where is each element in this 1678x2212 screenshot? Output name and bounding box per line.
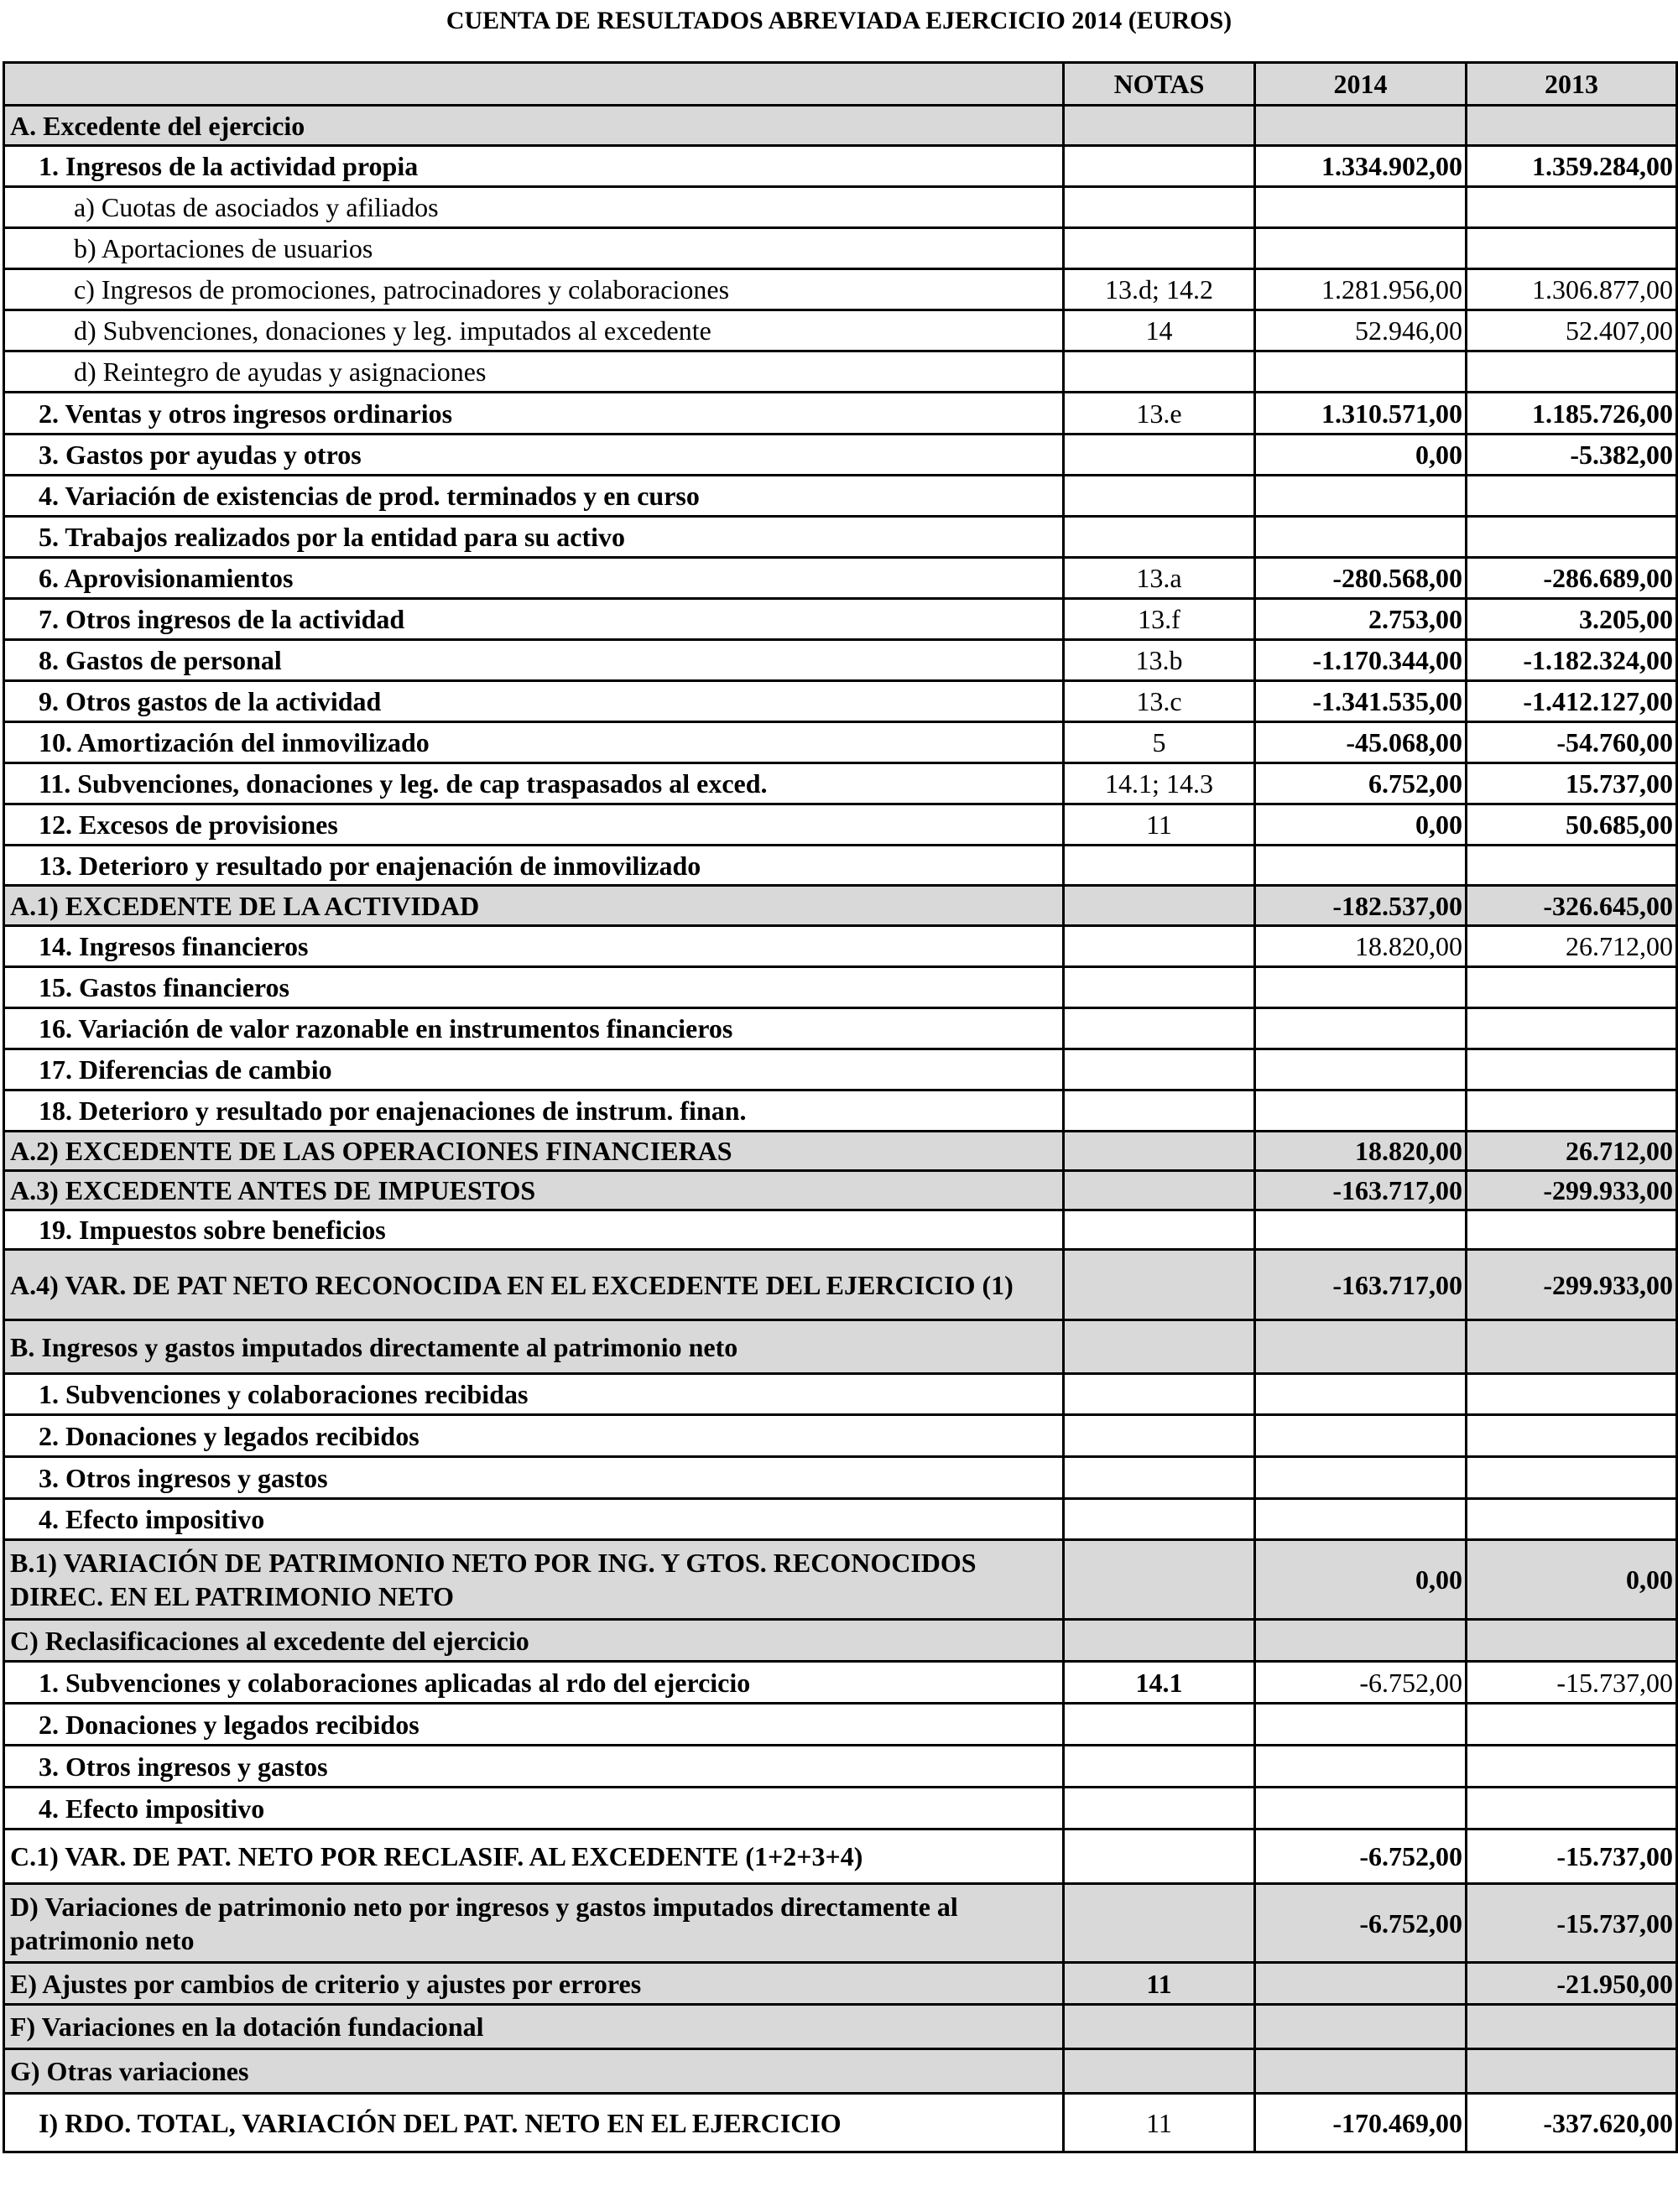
header-2013: 2013 — [1467, 63, 1677, 106]
row-label: A.4) VAR. DE PAT NETO RECONOCIDA EN EL EXCEDENTE DEL EJERCICIO (1) — [4, 1250, 1064, 1320]
table-row — [4, 967, 1677, 1008]
row-value-2013: -5.382,00 — [1467, 435, 1677, 476]
row-label: 8. Gastos de personal — [4, 640, 1064, 681]
row-note: 14 — [1064, 310, 1255, 351]
row-value-2013 — [1467, 517, 1677, 558]
row-label: 3. Gastos por ayudas y otros — [4, 435, 1064, 476]
row-value-2014 — [1255, 1049, 1467, 1090]
row-value-2013: -21.950,00 — [1467, 1963, 1677, 2005]
table-row — [4, 351, 1677, 393]
row-note — [1064, 1320, 1255, 1374]
row-value-2013: -1.182.324,00 — [1467, 640, 1677, 681]
row-note — [1064, 1374, 1255, 1415]
row-value-2014: 18.820,00 — [1255, 1132, 1467, 1171]
row-value-2013: 50.685,00 — [1467, 804, 1677, 846]
row-note — [1064, 435, 1255, 476]
table-row — [4, 1090, 1677, 1132]
row-label: A.3) EXCEDENTE ANTES DE IMPUESTOS — [4, 1171, 1064, 1210]
row-value-2013 — [1467, 1090, 1677, 1132]
table-row — [4, 2049, 1677, 2094]
row-note: 14.1 — [1064, 1662, 1255, 1704]
table-row — [4, 763, 1677, 804]
table-row — [4, 926, 1677, 967]
table-row — [4, 1829, 1677, 1884]
row-label: d) Reintegro de ayudas y asignaciones — [4, 351, 1064, 393]
row-note — [1064, 1884, 1255, 1963]
row-value-2013 — [1467, 846, 1677, 886]
row-note — [1064, 1049, 1255, 1090]
row-label: 1. Ingresos de la actividad propia — [4, 146, 1064, 187]
row-label: B. Ingresos y gastos imputados directamente al patrimonio neto — [4, 1320, 1064, 1374]
row-note — [1064, 967, 1255, 1008]
row-value-2013 — [1467, 106, 1677, 146]
row-value-2014: 52.946,00 — [1255, 310, 1467, 351]
table-row — [4, 1049, 1677, 1090]
row-label: 10. Amortización del inmovilizado — [4, 722, 1064, 763]
row-note: 11 — [1064, 804, 1255, 846]
row-label: 7. Otros ingresos de la actividad — [4, 599, 1064, 640]
row-value-2014: -6.752,00 — [1255, 1662, 1467, 1704]
table-row — [4, 2094, 1677, 2152]
row-label: 19. Impuestos sobre beneficios — [4, 1210, 1064, 1250]
row-value-2013 — [1467, 967, 1677, 1008]
row-value-2013: -15.737,00 — [1467, 1662, 1677, 1704]
row-value-2014 — [1255, 228, 1467, 269]
row-value-2013: -15.737,00 — [1467, 1829, 1677, 1884]
row-value-2013: 3.205,00 — [1467, 599, 1677, 640]
row-value-2014 — [1255, 1963, 1467, 2005]
header-blank — [4, 63, 1064, 106]
table-row — [4, 1250, 1677, 1320]
row-value-2013 — [1467, 476, 1677, 517]
row-value-2013: -286.689,00 — [1467, 558, 1677, 599]
table-row — [4, 1788, 1677, 1829]
row-value-2014 — [1255, 1090, 1467, 1132]
row-note: 13.b — [1064, 640, 1255, 681]
row-value-2014: -163.717,00 — [1255, 1250, 1467, 1320]
row-note — [1064, 1788, 1255, 1829]
table-row — [4, 1662, 1677, 1704]
row-value-2014 — [1255, 1499, 1467, 1540]
row-value-2013 — [1467, 228, 1677, 269]
row-note — [1064, 1540, 1255, 1620]
row-value-2014 — [1255, 106, 1467, 146]
row-value-2014 — [1255, 2005, 1467, 2049]
row-value-2013: -299.933,00 — [1467, 1171, 1677, 1210]
row-label: d) Subvenciones, donaciones y leg. imputados al excedente — [4, 310, 1064, 351]
row-value-2013 — [1467, 187, 1677, 228]
row-value-2014: -280.568,00 — [1255, 558, 1467, 599]
row-value-2014: 0,00 — [1255, 1540, 1467, 1620]
row-value-2014 — [1255, 1457, 1467, 1499]
row-value-2013 — [1467, 1620, 1677, 1662]
row-value-2014: 6.752,00 — [1255, 763, 1467, 804]
row-note — [1064, 146, 1255, 187]
row-note: 14.1; 14.3 — [1064, 763, 1255, 804]
row-value-2014 — [1255, 187, 1467, 228]
row-value-2013: -1.412.127,00 — [1467, 681, 1677, 722]
table-row — [4, 1008, 1677, 1049]
row-label: E) Ajustes por cambios de criterio y ajustes por errores — [4, 1963, 1064, 2005]
row-note — [1064, 1415, 1255, 1457]
row-label: b) Aportaciones de usuarios — [4, 228, 1064, 269]
row-value-2014: 18.820,00 — [1255, 926, 1467, 967]
row-value-2013: -54.760,00 — [1467, 722, 1677, 763]
row-value-2014 — [1255, 1788, 1467, 1829]
row-note: 13.e — [1064, 393, 1255, 435]
row-label: G) Otras variaciones — [4, 2049, 1064, 2094]
row-label: 16. Variación de valor razonable en instrumentos financieros — [4, 1008, 1064, 1049]
table-row — [4, 1374, 1677, 1415]
row-value-2013 — [1467, 1499, 1677, 1540]
row-value-2014 — [1255, 1374, 1467, 1415]
row-value-2014 — [1255, 2049, 1467, 2094]
table-row — [4, 1704, 1677, 1746]
row-label: 2. Ventas y otros ingresos ordinarios — [4, 393, 1064, 435]
row-value-2013 — [1467, 1008, 1677, 1049]
row-value-2013 — [1467, 1374, 1677, 1415]
row-note — [1064, 1250, 1255, 1320]
table-row — [4, 599, 1677, 640]
row-note — [1064, 2005, 1255, 2049]
row-note — [1064, 846, 1255, 886]
table-row — [4, 1415, 1677, 1457]
row-value-2014: 1.310.571,00 — [1255, 393, 1467, 435]
row-label: A. Excedente del ejercicio — [4, 106, 1064, 146]
header-2014: 2014 — [1255, 63, 1467, 106]
row-value-2014 — [1255, 1415, 1467, 1457]
row-value-2014: -1.170.344,00 — [1255, 640, 1467, 681]
row-value-2013: -299.933,00 — [1467, 1250, 1677, 1320]
row-note — [1064, 187, 1255, 228]
row-label: D) Variaciones de patrimonio neto por ingresos y gastos imputados directamente al patrimonio neto — [4, 1884, 1064, 1963]
table-row — [4, 1620, 1677, 1662]
row-value-2013 — [1467, 1704, 1677, 1746]
row-value-2014 — [1255, 846, 1467, 886]
row-label: 18. Deterioro y resultado por enajenaciones de instrum. finan. — [4, 1090, 1064, 1132]
table-row — [4, 640, 1677, 681]
row-value-2013: 15.737,00 — [1467, 763, 1677, 804]
row-value-2013: 1.306.877,00 — [1467, 269, 1677, 310]
row-note: 13.c — [1064, 681, 1255, 722]
row-label: 9. Otros gastos de la actividad — [4, 681, 1064, 722]
row-value-2013 — [1467, 1415, 1677, 1457]
row-label: 3. Otros ingresos y gastos — [4, 1457, 1064, 1499]
table-row — [4, 1746, 1677, 1788]
table-row — [4, 1499, 1677, 1540]
row-note: 13.d; 14.2 — [1064, 269, 1255, 310]
row-value-2014 — [1255, 967, 1467, 1008]
table-row — [4, 1963, 1677, 2005]
table-row — [4, 1171, 1677, 1210]
row-value-2014: 1.281.956,00 — [1255, 269, 1467, 310]
row-note: 5 — [1064, 722, 1255, 763]
row-note — [1064, 1829, 1255, 1884]
row-label: A.2) EXCEDENTE DE LAS OPERACIONES FINANCIERAS — [4, 1132, 1064, 1171]
row-label: B.1) VARIACIÓN DE PATRIMONIO NETO POR ING. Y GTOS. RECONOCIDOS DIREC. EN EL PATRIMONIO NETO — [4, 1540, 1064, 1620]
row-value-2013: -326.645,00 — [1467, 886, 1677, 926]
row-value-2014: -6.752,00 — [1255, 1884, 1467, 1963]
row-value-2014 — [1255, 1210, 1467, 1250]
row-label: 5. Trabajos realizados por la entidad para su activo — [4, 517, 1064, 558]
row-label: A.1) EXCEDENTE DE LA ACTIVIDAD — [4, 886, 1064, 926]
row-value-2013 — [1467, 1788, 1677, 1829]
table-row — [4, 476, 1677, 517]
row-label: 1. Subvenciones y colaboraciones recibidas — [4, 1374, 1064, 1415]
table-row — [4, 681, 1677, 722]
row-note — [1064, 517, 1255, 558]
row-value-2014: -182.537,00 — [1255, 886, 1467, 926]
row-note — [1064, 1499, 1255, 1540]
table-row — [4, 1457, 1677, 1499]
row-label: C.1) VAR. DE PAT. NETO POR RECLASIF. AL EXCEDENTE (1+2+3+4) — [4, 1829, 1064, 1884]
row-value-2014 — [1255, 351, 1467, 393]
row-note — [1064, 1620, 1255, 1662]
row-note — [1064, 1457, 1255, 1499]
table-row — [4, 1540, 1677, 1620]
row-value-2013 — [1467, 1320, 1677, 1374]
row-label: 1. Subvenciones y colaboraciones aplicadas al rdo del ejercicio — [4, 1662, 1064, 1704]
row-note — [1064, 106, 1255, 146]
row-label: 4. Variación de existencias de prod. terminados y en curso — [4, 476, 1064, 517]
row-value-2013 — [1467, 1457, 1677, 1499]
table-row — [4, 2005, 1677, 2049]
row-note — [1064, 886, 1255, 926]
row-label: 4. Efecto impositivo — [4, 1499, 1064, 1540]
row-value-2013 — [1467, 2005, 1677, 2049]
row-value-2014: -163.717,00 — [1255, 1171, 1467, 1210]
table-row — [4, 517, 1677, 558]
table-row — [4, 228, 1677, 269]
row-label: 6. Aprovisionamientos — [4, 558, 1064, 599]
row-value-2014 — [1255, 517, 1467, 558]
row-label: 12. Excesos de provisiones — [4, 804, 1064, 846]
row-label: 13. Deterioro y resultado por enajenación de inmovilizado — [4, 846, 1064, 886]
row-value-2014: -1.341.535,00 — [1255, 681, 1467, 722]
table-row — [4, 435, 1677, 476]
row-label: 2. Donaciones y legados recibidos — [4, 1704, 1064, 1746]
row-note — [1064, 1090, 1255, 1132]
row-value-2013 — [1467, 1210, 1677, 1250]
row-value-2013: -15.737,00 — [1467, 1884, 1677, 1963]
row-label: 11. Subvenciones, donaciones y leg. de cap traspasados al exced. — [4, 763, 1064, 804]
row-note — [1064, 1132, 1255, 1171]
table-row — [4, 1884, 1677, 1963]
row-value-2014: 1.334.902,00 — [1255, 146, 1467, 187]
row-note — [1064, 351, 1255, 393]
row-label: 4. Efecto impositivo — [4, 1788, 1064, 1829]
row-label: c) Ingresos de promociones, patrocinadores y colaboraciones — [4, 269, 1064, 310]
row-value-2013 — [1467, 1746, 1677, 1788]
table-row — [4, 886, 1677, 926]
row-value-2014: 0,00 — [1255, 804, 1467, 846]
row-value-2014: -170.469,00 — [1255, 2094, 1467, 2152]
row-value-2014: -6.752,00 — [1255, 1829, 1467, 1884]
table-row — [4, 804, 1677, 846]
row-value-2014 — [1255, 1746, 1467, 1788]
row-note — [1064, 1008, 1255, 1049]
row-value-2014: -45.068,00 — [1255, 722, 1467, 763]
row-value-2013: 26.712,00 — [1467, 926, 1677, 967]
row-value-2014 — [1255, 1620, 1467, 1662]
row-value-2013 — [1467, 351, 1677, 393]
table-row — [4, 393, 1677, 435]
row-value-2013 — [1467, 1049, 1677, 1090]
table-row — [4, 146, 1677, 187]
row-value-2013 — [1467, 2049, 1677, 2094]
row-note — [1064, 2049, 1255, 2094]
row-value-2014: 0,00 — [1255, 435, 1467, 476]
row-value-2014: 2.753,00 — [1255, 599, 1467, 640]
row-value-2014 — [1255, 1008, 1467, 1049]
row-value-2014 — [1255, 476, 1467, 517]
row-label: F) Variaciones en la dotación fundacional — [4, 2005, 1064, 2049]
row-label: a) Cuotas de asociados y afiliados — [4, 187, 1064, 228]
table-row — [4, 1320, 1677, 1374]
row-note — [1064, 1171, 1255, 1210]
row-note: 13.f — [1064, 599, 1255, 640]
row-note — [1064, 476, 1255, 517]
row-note: 13.a — [1064, 558, 1255, 599]
header-notes: NOTAS — [1064, 63, 1255, 106]
row-value-2013: 0,00 — [1467, 1540, 1677, 1620]
table-row — [4, 269, 1677, 310]
row-label: C) Reclasificaciones al excedente del ejercicio — [4, 1620, 1064, 1662]
row-label: 3. Otros ingresos y gastos — [4, 1746, 1064, 1788]
row-value-2013: -337.620,00 — [1467, 2094, 1677, 2152]
table-row — [4, 187, 1677, 228]
row-note — [1064, 228, 1255, 269]
row-note: 11 — [1064, 1963, 1255, 2005]
row-note — [1064, 1704, 1255, 1746]
row-value-2013: 52.407,00 — [1467, 310, 1677, 351]
row-label: 14. Ingresos financieros — [4, 926, 1064, 967]
table-row — [4, 558, 1677, 599]
row-value-2013: 1.359.284,00 — [1467, 146, 1677, 187]
table-row — [4, 722, 1677, 763]
row-value-2014 — [1255, 1320, 1467, 1374]
table-row — [4, 1132, 1677, 1171]
row-label: 2. Donaciones y legados recibidos — [4, 1415, 1064, 1457]
table-row — [4, 106, 1677, 146]
row-note: 11 — [1064, 2094, 1255, 2152]
row-value-2013: 26.712,00 — [1467, 1132, 1677, 1171]
row-value-2013: 1.185.726,00 — [1467, 393, 1677, 435]
row-note — [1064, 1210, 1255, 1250]
row-label: I) RDO. TOTAL, VARIACIÓN DEL PAT. NETO EN EL EJERCICIO — [4, 2094, 1064, 2152]
income-statement-table — [3, 61, 1678, 2153]
row-value-2014 — [1255, 1704, 1467, 1746]
table-row — [4, 1210, 1677, 1250]
table-row — [4, 846, 1677, 886]
row-note — [1064, 926, 1255, 967]
table-header-row — [4, 63, 1677, 106]
document-title: CUENTA DE RESULTADOS ABREVIADA EJERCICIO 2014 (EUROS) — [446, 7, 1232, 34]
row-label: 15. Gastos financieros — [4, 967, 1064, 1008]
table-row — [4, 310, 1677, 351]
row-note — [1064, 1746, 1255, 1788]
row-label: 17. Diferencias de cambio — [4, 1049, 1064, 1090]
